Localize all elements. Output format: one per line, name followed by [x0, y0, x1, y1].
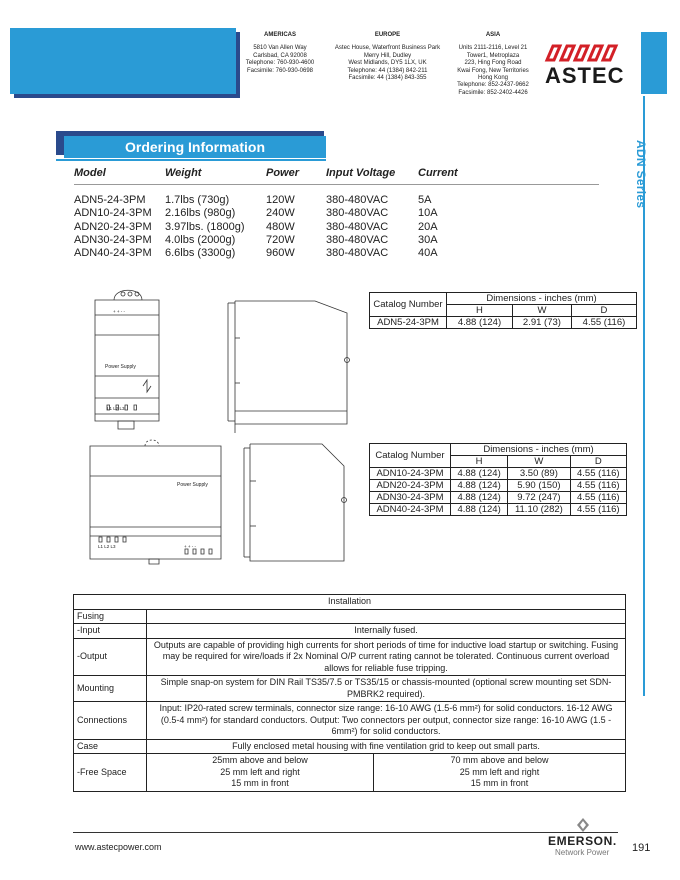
terminal-label-bottom: L1 L2 L3 — [107, 406, 125, 411]
ordering-cell-model: ADN5-24-3PM — [74, 194, 146, 206]
astec-logo-mark — [544, 40, 620, 64]
address-line: Telephone: 44 (1384) 842-211 — [347, 67, 428, 74]
dim-h: 4.88 (124) — [447, 317, 513, 329]
table-row — [370, 317, 637, 329]
catalog-header: Catalog Number — [370, 444, 451, 468]
address-line: Carlsbad, CA 92008 — [253, 52, 307, 59]
col-w: W — [512, 305, 571, 317]
dim-w: 3.50 (89) — [508, 468, 570, 480]
dim-h: 4.88 (124) — [451, 468, 508, 480]
ordering-cell-power: 120W — [266, 194, 295, 206]
col-h: H — [451, 456, 508, 468]
europe-title: EUROPE — [374, 32, 401, 38]
input-label: -Input — [74, 624, 147, 639]
ordering-cell-power: 960W — [266, 247, 295, 260]
terminal-label-bottom: L1 L2 L3 — [98, 544, 116, 549]
address-line: Facsimile: 44 (1384) 843-355 — [348, 75, 427, 82]
ordering-cell-input-voltage: 380-480VAC — [326, 194, 389, 206]
address-line: Units 2111-2116, Level 21 — [458, 45, 528, 52]
section-title: Ordering Information — [125, 139, 265, 155]
terminal-label-top: + + - - — [184, 544, 197, 549]
series-label — [628, 140, 648, 220]
installation-title: Installation — [74, 595, 626, 610]
catalog-number: ADN40-24-3PM — [370, 504, 451, 516]
unit-label: Power Supply — [105, 364, 136, 370]
col-header-weight: Weight — [165, 167, 202, 179]
empty-cell — [147, 609, 626, 624]
address-line: 5810 Van Allen Way — [253, 45, 307, 52]
output-label: -Output — [74, 638, 147, 676]
dims-header: Dimensions - inches (mm) — [451, 444, 627, 456]
ordering-cell-current: 40A — [418, 247, 438, 260]
ordering-cell-input-voltage: 380-480VAC — [326, 247, 389, 260]
free-space-line: 25 mm left and right — [220, 766, 300, 777]
ordering-cell-input-voltage: 380-480VAC — [326, 233, 389, 246]
series-label-text: ADN Series — [634, 140, 648, 209]
installation-table — [73, 594, 626, 792]
address-line: Astec House, Waterfront Business Park — [334, 45, 441, 52]
header-rule — [74, 184, 599, 185]
americas-address — [240, 32, 320, 75]
emerson-brand: EMERSON. — [548, 834, 617, 848]
dims-table-adn5 — [369, 292, 637, 329]
dim-w: 2.91 (73) — [512, 317, 571, 329]
footer-rule — [73, 832, 618, 833]
ordering-cell-weight: 4.0lbs (2000g) — [165, 233, 236, 246]
dim-d: 4.55 (116) — [570, 504, 626, 516]
ordering-cell-input-voltage: 380-480VAC — [326, 207, 389, 220]
dim-d: 4.55 (116) — [570, 492, 626, 504]
astec-logo-text: ASTEC — [545, 63, 625, 88]
ordering-cell-current: 20A — [418, 220, 438, 233]
ordering-cell-model: ADN40-24-3PM — [74, 247, 152, 260]
dim-h: 4.88 (124) — [451, 480, 508, 492]
address-line: Tower1, Metroplaza — [466, 52, 520, 59]
free-space-right — [374, 754, 626, 792]
terminal-label-top: + + - - — [113, 309, 126, 314]
free-space-label: -Free Space — [74, 754, 147, 792]
address-line: Hong Kong — [477, 75, 509, 82]
table-row — [370, 504, 627, 516]
free-space-line: 15 mm in front — [231, 778, 289, 788]
catalog-number: ADN10-24-3PM — [370, 468, 451, 480]
ordering-cell-current: 30A — [418, 233, 438, 246]
emerson-emblem-icon — [576, 817, 590, 833]
ordering-table — [74, 167, 604, 267]
dim-d: 4.55 (116) — [571, 317, 636, 329]
network-power-label: Network Power — [555, 848, 610, 857]
col-d: D — [570, 456, 626, 468]
page-number: 191 — [632, 842, 651, 854]
ordering-cell-weight: 6.6lbs (3300g) — [165, 247, 236, 260]
address-line: Kwai Fong, New Territories — [457, 67, 529, 74]
ordering-cell-weight: 2.16lbs (980g) — [165, 207, 236, 220]
mounting-label: Mounting — [74, 676, 147, 702]
catalog-header: Catalog Number — [370, 293, 447, 317]
ordering-cell-current: 10A — [418, 207, 438, 220]
ordering-cell-input-voltage: 380-480VAC — [326, 220, 389, 233]
asia-address — [452, 32, 534, 97]
input-value: Internally fused. — [147, 624, 626, 639]
table-row — [370, 492, 627, 504]
address-line: Merry Hill, Dudley — [363, 52, 412, 59]
dim-h: 4.88 (124) — [451, 492, 508, 504]
col-header-current: Current — [418, 167, 458, 179]
americas-title: AMERICAS — [263, 32, 296, 38]
col-h: H — [447, 305, 513, 317]
address-line: Telephone: 852-2437-9662 — [457, 82, 529, 89]
table-row — [370, 468, 627, 480]
connections-label: Connections — [74, 702, 147, 740]
connections-value: Input: IP20-rated screw terminals, connector size range: 16-10 AWG (1.5-6 mm²) for solid conductors. 16-12 AWG (0.5-4 mm²) for standard conductors. Output: Two connectors per output, connector size range: 16-10 AWG (1.5 - 6mm²) for solid conductors. — [147, 702, 626, 740]
address-line: Telephone: 760-930-4600 — [245, 60, 315, 67]
ordering-cell-model: ADN10-24-3PM — [74, 207, 152, 220]
col-header-input-voltage: Input Voltage — [326, 167, 396, 179]
fusing-label: Fusing — [74, 609, 147, 624]
ordering-cell-power: 480W — [266, 220, 295, 233]
case-label: Case — [74, 739, 147, 754]
free-space-line: 70 mm above and below — [450, 755, 549, 765]
col-d: D — [571, 305, 636, 317]
dim-d: 4.55 (116) — [570, 480, 626, 492]
ordering-cell-weight: 3.97lbs. (1800g) — [165, 220, 245, 233]
header-right-bar — [641, 32, 667, 94]
ordering-cell-current: 5A — [418, 194, 432, 206]
dim-w: 11.10 (282) — [508, 504, 570, 516]
catalog-number: ADN5-24-3PM — [370, 317, 447, 329]
dims-table-adn10-40 — [369, 443, 627, 516]
col-w: W — [508, 456, 570, 468]
adn10-40-outline-drawing — [82, 436, 362, 568]
catalog-number: ADN30-24-3PM — [370, 492, 451, 504]
adn5-outline-drawing — [85, 283, 365, 435]
unit-label: Power Supply — [177, 482, 208, 488]
footer-url[interactable]: www.astecpower.com — [75, 842, 162, 852]
header-brand-block — [10, 28, 236, 94]
banner-underline — [56, 159, 326, 161]
free-space-left — [147, 754, 374, 792]
address-line: Facsimile: 760-930-0698 — [246, 67, 314, 74]
catalog-number: ADN20-24-3PM — [370, 480, 451, 492]
ordering-cell-weight: 1.7lbs (730g) — [165, 194, 230, 206]
dims-header: Dimensions - inches (mm) — [447, 293, 637, 305]
europe-address — [330, 32, 445, 82]
free-space-line: 25 mm left and right — [459, 766, 540, 777]
col-header-power: Power — [266, 167, 300, 179]
free-space-line: 25mm above and below — [212, 755, 308, 765]
ordering-cell-power: 240W — [266, 207, 295, 220]
mounting-value: Simple snap-on system for DIN Rail TS35/7.5 or TS35/15 or chassis-mounted (optional screw mounting set SDN-PMBRK2 required). — [147, 676, 626, 702]
address-line: West Midlands, DY5 1LX, UK — [348, 60, 427, 67]
dim-d: 4.55 (116) — [570, 468, 626, 480]
output-value: Outputs are capable of providing high currents for short periods of time for inductive load startup or switching. Fusing may be required for wire/loads if 2x Nominal O/P current rating cannot be tolerated. Continuous current overload allows for reliable fuse tripping. — [147, 638, 626, 676]
dim-w: 9.72 (247) — [508, 492, 570, 504]
case-value: Fully enclosed metal housing with fine ventilation grid to keep out small parts. — [147, 739, 626, 754]
col-header-model: Model — [74, 167, 106, 179]
address-line: Facsimile: 852-2402-4426 — [458, 89, 528, 96]
dim-w: 5.90 (150) — [508, 480, 570, 492]
free-space-line: 15 mm in front — [470, 778, 529, 788]
ordering-cell-model: ADN30-24-3PM — [74, 233, 152, 246]
ordering-cell-model: ADN20-24-3PM — [74, 220, 152, 233]
dim-h: 4.88 (124) — [451, 504, 508, 516]
table-row — [370, 480, 627, 492]
asia-title: ASIA — [485, 32, 501, 38]
ordering-cell-power: 720W — [266, 233, 295, 246]
address-line: 223, Hing Fong Road — [464, 60, 522, 67]
